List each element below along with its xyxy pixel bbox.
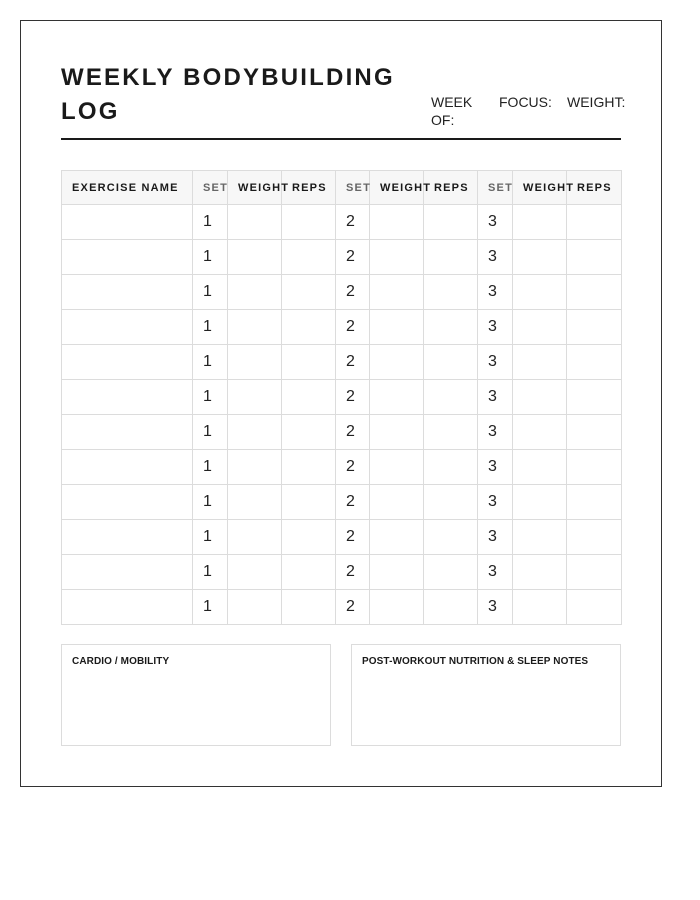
set-number-cell: 1: [193, 415, 228, 450]
reps-cell[interactable]: [567, 345, 622, 380]
reps-cell[interactable]: [567, 380, 622, 415]
col-header-weight-1: WEIGHT: [228, 171, 282, 205]
set-number-cell: 2: [336, 450, 370, 485]
weight-cell[interactable]: [370, 275, 424, 310]
reps-cell[interactable]: [424, 380, 478, 415]
page-title: WEEKLY BODYBUILDING LOG: [61, 64, 395, 125]
set-number-cell: 1: [193, 240, 228, 275]
set-number-cell: 2: [336, 345, 370, 380]
page-header: [61, 61, 626, 140]
weight-cell[interactable]: [370, 415, 424, 450]
exercise-name-cell[interactable]: [62, 555, 193, 590]
reps-cell[interactable]: [567, 275, 622, 310]
weight-cell[interactable]: [513, 240, 567, 275]
set-number-cell: 3: [478, 310, 513, 345]
col-header-weight-3: WEIGHT: [513, 171, 567, 205]
nutrition-sleep-notes-label: POST-WORKOUT NUTRITION & SLEEP NOTES: [362, 656, 589, 667]
col-header-reps-3: REPS: [567, 171, 622, 205]
weight-cell[interactable]: [228, 415, 282, 450]
weight-cell[interactable]: [513, 275, 567, 310]
table-row: [62, 240, 622, 275]
set-number-cell: 1: [193, 485, 228, 520]
reps-cell[interactable]: [282, 450, 336, 485]
weight-cell[interactable]: [370, 380, 424, 415]
week-of-field[interactable]: WEEK OF:: [431, 94, 473, 128]
weight-field[interactable]: WEIGHT:: [567, 94, 626, 110]
weight-cell[interactable]: [370, 485, 424, 520]
reps-cell[interactable]: [567, 590, 622, 625]
reps-cell[interactable]: [282, 310, 336, 345]
set-number-cell: 3: [478, 520, 513, 555]
weight-cell[interactable]: [370, 450, 424, 485]
reps-cell[interactable]: [282, 485, 336, 520]
table-row: [62, 555, 622, 590]
set-number-cell: 1: [193, 345, 228, 380]
col-header-exercise-name: EXERCISE NAME: [62, 171, 193, 205]
log-page: [20, 20, 662, 787]
set-number-cell: 1: [193, 450, 228, 485]
exercise-name-cell[interactable]: [62, 310, 193, 345]
table-row: [62, 345, 622, 380]
weight-cell[interactable]: [228, 275, 282, 310]
focus-field[interactable]: FOCUS:: [499, 94, 552, 110]
weight-cell[interactable]: [228, 310, 282, 345]
set-number-cell: 1: [193, 310, 228, 345]
reps-cell[interactable]: [282, 275, 336, 310]
cardio-mobility-box[interactable]: [61, 644, 331, 746]
set-number-cell: 3: [478, 240, 513, 275]
weight-cell[interactable]: [370, 520, 424, 555]
exercise-name-cell[interactable]: [62, 240, 193, 275]
weight-cell[interactable]: [513, 415, 567, 450]
reps-cell[interactable]: [282, 555, 336, 590]
weight-cell[interactable]: [370, 205, 424, 240]
reps-cell[interactable]: [567, 485, 622, 520]
reps-cell[interactable]: [424, 240, 478, 275]
reps-cell[interactable]: [567, 520, 622, 555]
reps-cell[interactable]: [567, 415, 622, 450]
set-number-cell: 3: [478, 275, 513, 310]
set-number-cell: 1: [193, 205, 228, 240]
weight-cell[interactable]: [513, 590, 567, 625]
reps-cell[interactable]: [567, 240, 622, 275]
reps-cell[interactable]: [282, 345, 336, 380]
exercise-name-cell[interactable]: [62, 415, 193, 450]
table-header-row: [62, 171, 622, 205]
weight-cell[interactable]: [370, 240, 424, 275]
set-number-cell: 2: [336, 590, 370, 625]
exercise-name-cell[interactable]: [62, 590, 193, 625]
exercise-name-cell[interactable]: [62, 345, 193, 380]
table-body: [62, 205, 622, 625]
exercise-name-cell[interactable]: [62, 485, 193, 520]
reps-cell[interactable]: [567, 310, 622, 345]
exercise-name-cell[interactable]: [62, 205, 193, 240]
set-number-cell: 2: [336, 380, 370, 415]
weight-cell[interactable]: [228, 240, 282, 275]
set-number-cell: 1: [193, 520, 228, 555]
table-row: [62, 380, 622, 415]
reps-cell[interactable]: [424, 275, 478, 310]
set-number-cell: 2: [336, 415, 370, 450]
set-number-cell: 3: [478, 205, 513, 240]
col-header-reps-2: REPS: [424, 171, 478, 205]
set-number-cell: 1: [193, 380, 228, 415]
table-row: [62, 590, 622, 625]
table-row: [62, 310, 622, 345]
set-number-cell: 3: [478, 380, 513, 415]
table-row: [62, 415, 622, 450]
reps-cell[interactable]: [282, 590, 336, 625]
weight-cell[interactable]: [228, 450, 282, 485]
col-header-set-2: SET: [336, 171, 370, 205]
table-row: [62, 205, 622, 240]
table-row: [62, 450, 622, 485]
table-row: [62, 485, 622, 520]
set-number-cell: 2: [336, 275, 370, 310]
exercise-name-cell[interactable]: [62, 450, 193, 485]
table-row: [62, 520, 622, 555]
weight-cell[interactable]: [513, 520, 567, 555]
weight-cell[interactable]: [370, 555, 424, 590]
weight-cell[interactable]: [228, 520, 282, 555]
reps-cell[interactable]: [567, 450, 622, 485]
reps-cell[interactable]: [282, 415, 336, 450]
set-number-cell: 2: [336, 555, 370, 590]
set-number-cell: 1: [193, 555, 228, 590]
exercise-log-table: [61, 170, 622, 625]
set-number-cell: 3: [478, 555, 513, 590]
set-number-cell: 2: [336, 240, 370, 275]
weight-cell[interactable]: [228, 555, 282, 590]
reps-cell[interactable]: [424, 485, 478, 520]
set-number-cell: 1: [193, 590, 228, 625]
reps-cell[interactable]: [282, 520, 336, 555]
set-number-cell: 3: [478, 415, 513, 450]
reps-cell[interactable]: [424, 450, 478, 485]
reps-cell[interactable]: [424, 345, 478, 380]
cardio-mobility-label: CARDIO / MOBILITY: [72, 656, 170, 667]
set-number-cell: 3: [478, 345, 513, 380]
weight-cell[interactable]: [228, 590, 282, 625]
weight-cell[interactable]: [228, 380, 282, 415]
exercise-name-cell[interactable]: [62, 520, 193, 555]
reps-cell[interactable]: [424, 205, 478, 240]
col-header-reps-1: REPS: [282, 171, 336, 205]
table-row: [62, 275, 622, 310]
nutrition-sleep-notes-box[interactable]: [351, 644, 621, 746]
col-header-set-3: SET: [478, 171, 513, 205]
set-number-cell: 2: [336, 485, 370, 520]
weight-cell[interactable]: [228, 345, 282, 380]
weight-cell[interactable]: [513, 450, 567, 485]
weight-cell[interactable]: [513, 310, 567, 345]
col-header-weight-2: WEIGHT: [370, 171, 424, 205]
reps-cell[interactable]: [567, 205, 622, 240]
exercise-name-cell[interactable]: [62, 275, 193, 310]
reps-cell[interactable]: [424, 590, 478, 625]
set-number-cell: 3: [478, 485, 513, 520]
reps-cell[interactable]: [282, 380, 336, 415]
exercise-name-cell[interactable]: [62, 380, 193, 415]
weight-cell[interactable]: [513, 205, 567, 240]
weight-cell[interactable]: [228, 485, 282, 520]
reps-cell[interactable]: [424, 310, 478, 345]
set-number-cell: 1: [193, 275, 228, 310]
reps-cell[interactable]: [282, 240, 336, 275]
weight-cell[interactable]: [513, 345, 567, 380]
set-number-cell: 2: [336, 205, 370, 240]
weight-cell[interactable]: [370, 590, 424, 625]
reps-cell[interactable]: [424, 520, 478, 555]
weight-cell[interactable]: [228, 205, 282, 240]
weight-cell[interactable]: [370, 345, 424, 380]
set-number-cell: 2: [336, 520, 370, 555]
set-number-cell: 3: [478, 450, 513, 485]
reps-cell[interactable]: [424, 555, 478, 590]
col-header-set-1: SET: [193, 171, 228, 205]
weight-cell[interactable]: [513, 555, 567, 590]
weight-cell[interactable]: [370, 310, 424, 345]
weight-cell[interactable]: [513, 485, 567, 520]
reps-cell[interactable]: [567, 555, 622, 590]
set-number-cell: 3: [478, 590, 513, 625]
reps-cell[interactable]: [424, 415, 478, 450]
set-number-cell: 2: [336, 310, 370, 345]
reps-cell[interactable]: [282, 205, 336, 240]
weight-cell[interactable]: [513, 380, 567, 415]
